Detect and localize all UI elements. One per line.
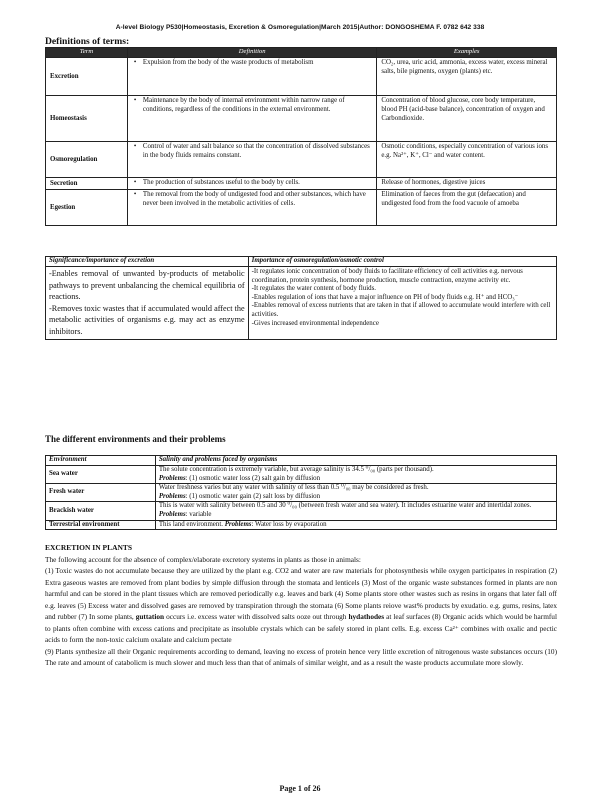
table-row — [46, 267, 557, 340]
definitions-header-row — [46, 48, 557, 58]
description-text: This is water with salinity between 0.5 and 30 ⁰/₀₀ (between fresh water and sea water). It includes estuarine water and intertidal zones. — [158, 502, 532, 510]
column-header: Importance of osmoregulation/osmotic control — [248, 257, 556, 267]
plants-title: EXCRETION IN PLANTS — [45, 543, 133, 552]
definition-cell — [127, 142, 376, 178]
bullet-icon: • — [133, 179, 137, 186]
examples-cell: Release of hormones, digestive juices — [377, 178, 557, 190]
description-text: Water freshness varies but any water with salinity of less than 0.5 ⁰/₀₀ may be considered as fresh. — [158, 484, 429, 492]
list-item: -Enables regulation of ions that have a major influence on PH of body fluids e.g. H⁺ and HCO₃⁻ — [251, 293, 519, 301]
table-row — [46, 96, 557, 142]
list-item: -Removes toxic wastes that if accumulated would affect the metabolic activities of organisms e.g. may act as enzyme inhibitors. — [49, 303, 245, 336]
term-cell: Egestion — [46, 190, 128, 226]
column-header: Examples — [377, 48, 557, 58]
term-cell: Homeostasis — [46, 96, 128, 142]
definition-text: Control of water and salt balance so that the concentration of dissolved substances in the body fluids remains constant. — [142, 143, 370, 160]
bullet-icon: • — [133, 191, 137, 198]
environment-description — [155, 484, 556, 502]
environment-name: Terrestrial environment — [46, 520, 156, 530]
table-row — [46, 502, 557, 520]
examples-cell: Osmotic conditions, especially concentration of various ions e.g. Na²⁺, K⁺, Cl⁻ and water content. — [377, 142, 557, 178]
list-item: -Enables removal of unwanted by-products of metabolic pathways to prevent unbalancing the chemical equilibria of reactions. — [49, 269, 245, 302]
examples-cell: CO₂, urea, uric acid, ammonia, excess water, excess mineral salts, bile pigments, oxygen (plants) etc. — [377, 58, 557, 96]
problems-text: : variable — [185, 510, 212, 518]
table-row — [46, 520, 557, 530]
term-cell: Secretion — [46, 178, 128, 190]
significance-table — [45, 256, 557, 340]
bullet-icon: • — [133, 143, 137, 150]
definition-cell — [127, 178, 376, 190]
environment-name: Sea water — [46, 466, 156, 484]
problems-text: : (1) osmotic water loss (2) salt gain by diffusion — [185, 474, 321, 482]
problems-text: : (1) osmotic water gain (2) salt loss by diffusion — [185, 492, 321, 500]
environment-name: Brackish water — [46, 502, 156, 520]
definitions-table — [45, 47, 557, 226]
paragraph-text: (1) Toxic wastes do not accumulate because they are utilized by the plant e.g. CO2 and water are raw materials for photosynthesis while oxygen participates in respiration (2) Extra gaseous wastes are removed from plant bodies by simple diffusion through the stomata and lenticels (3) Most of the organic waste substances formed in plants are non harmful and can be stored in the plant tissues which are removed periodically e.g. leaves and bark (4) Some plants store other wastes such as resins in organs that later fall off e.g. leaves (5) Excess water and dissolved gases are removed by transpiration through the stomata (6) Some plants reiove wast% products by exudatio. e.g. gums, resins, latex and rubber (7) In some plants, — [45, 566, 557, 621]
list-item: -It regulates ionic concentration of body fluids to facilitate efficiency of cell activities e.g. nervous coordination, protein synthesis, hormone production, muscle contraction, enzyme activity etc. — [251, 268, 523, 284]
list-item: -Enables removal of excess nutrients that are taken in that if allowed to accumulate would interfere with cell activities. — [251, 302, 551, 318]
term-cell: Excretion — [46, 58, 128, 96]
examples-cell: Concentration of blood glucose, core body temperature, blood PH (acid-base balance), concentration of oxygen and Carbondioxide. — [377, 96, 557, 142]
problems-label: Problems — [158, 492, 186, 500]
definition-text: The production of substances useful to the body by cells. — [142, 179, 300, 186]
environments-title: The different environments and their problems — [45, 434, 226, 444]
paragraph-text: occurs i.e. excess water with dissolved salts ooze out through — [164, 612, 349, 621]
definition-cell — [127, 190, 376, 226]
osmoregulation-importance-cell — [248, 267, 556, 340]
column-header: Term — [46, 48, 128, 58]
table-row — [46, 178, 557, 190]
term-hydathodes: hydathodes — [348, 612, 385, 621]
definition-cell — [127, 58, 376, 96]
column-header: Significance/importance of excretion — [46, 257, 249, 267]
significance-header-row — [46, 257, 557, 267]
table-row — [46, 142, 557, 178]
environment-description — [155, 466, 556, 484]
excretion-plants-section — [45, 542, 557, 669]
excretion-significance-cell — [46, 267, 249, 340]
column-header: Definition — [127, 48, 376, 58]
definition-text: The removal from the body of undigested food and other substances, which have never been involved in the metabolic activities of cells. — [142, 191, 366, 208]
definitions-section — [45, 36, 557, 226]
page-number: Page 1 of 26 — [279, 784, 321, 793]
table-row — [46, 58, 557, 96]
bullet-icon: • — [133, 97, 137, 104]
plants-paragraph: (9) Plants synthesize all their Organic requirements according to demand, leaving no excess of protein hence very little excretion of nitrogenous waste substances occurs (10) The rate and amount of catabolicm is much slower and much less than that of animals of similar weight, and as a result the waste products accumulate more slowly. — [45, 646, 557, 667]
term-guttation: guttation — [135, 612, 165, 621]
definition-cell — [127, 96, 376, 142]
description-text: The solute concentration is extremely variable, but average salinity is 34.5 ⁰/₀₀ (parts per thousand). — [158, 466, 434, 473]
page-header: A-level Biology P530|Homeostasis, Excretion & Osmoregulation|March 2015|Author: DONGOSHEMA F. 0782 642 338 — [115, 24, 485, 31]
environments-header-row — [46, 456, 557, 466]
bullet-icon: • — [133, 59, 137, 66]
environments-table — [45, 455, 557, 530]
list-item: -It regulates the water content of body fluids. — [251, 285, 377, 293]
paragraph-text: at leaf surfaces (8) Organic acids which would be harmful to plants often combine with excess cations and precipitate as insoluble crystals which can be safely stored in plant cells. E.g. excess Ca²⁺ combines with oxalic and pectic acids to form the non-toxic calcium oxalate and calcium pectate — [45, 612, 557, 644]
list-item: -Gives increased environmental independence — [251, 319, 379, 327]
definitions-title: Definitions of terms: — [45, 36, 130, 47]
environment-name: Fresh water — [46, 484, 156, 502]
environments-section — [45, 434, 557, 530]
problems-label: Problems — [158, 474, 186, 482]
significance-section — [45, 256, 557, 340]
problems-label: Problems — [224, 520, 252, 528]
table-row — [46, 484, 557, 502]
column-header: Environment — [46, 456, 156, 466]
description-text: This land environment. — [158, 520, 225, 528]
plants-intro: The following account for the absence of complex/elaborate excretory systems in plants as those in animals: — [45, 554, 361, 564]
environment-description — [155, 520, 556, 530]
term-cell: Osmoregulation — [46, 142, 128, 178]
problems-text: : Water loss by evaporation — [251, 520, 327, 528]
environment-description — [155, 502, 556, 520]
definition-text: Maintenance by the body of internal environment within narrow range of conditions, regardless of the conditions in the external environment. — [142, 97, 345, 114]
table-row — [46, 190, 557, 226]
table-row — [46, 466, 557, 484]
problems-label: Problems — [158, 510, 186, 518]
examples-cell: Elimination of faeces from the gut (defaecation) and undigested food from the food vacuole of amoeba — [377, 190, 557, 226]
plants-paragraph — [45, 565, 557, 646]
definition-text: Expulsion from the body of the waste products of metabolism — [142, 59, 314, 66]
column-header: Salinity and problems faced by organisms — [155, 456, 556, 466]
